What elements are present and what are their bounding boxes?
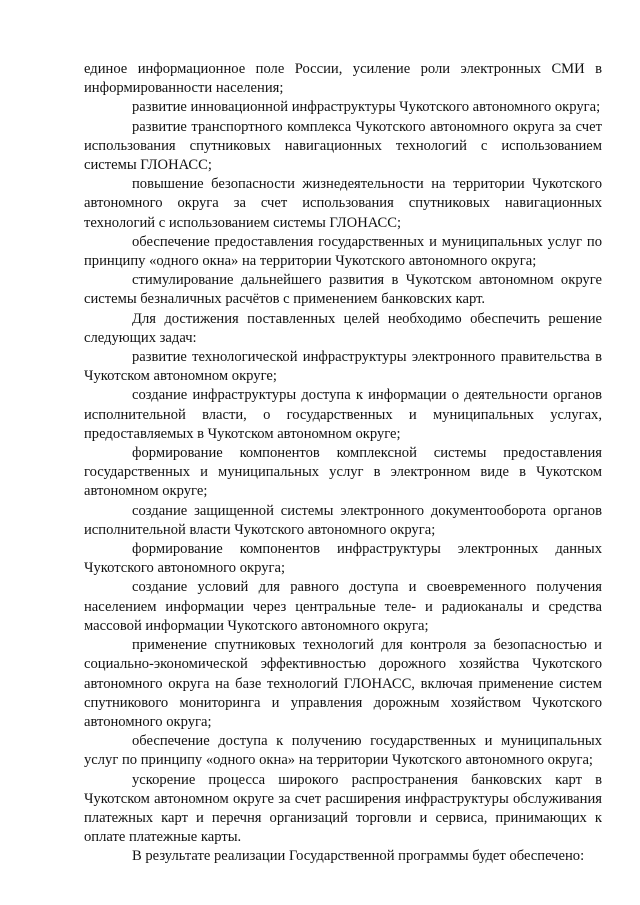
paragraph: создание защищенной системы электронного документооборота органов исполнительной власти Чукотского автономного округа; [84,502,602,538]
paragraph: развитие технологической инфраструктуры электронного правительства в Чукотском автономном округе; [84,349,602,385]
paragraph: создание инфраструктуры доступа к информации о деятельности органов исполнительной власти, о государственных и муниципальных услугах, предоставляемых в Чукотском автономном округе; [84,387,602,442]
paragraph: ускорение процесса широкого распространения банковских карт в Чукотском автономном округе за счет расширения инфраструктуры обслуживания платежных карт и перечня организаций торговли и сервиса, принимающих к оплате платежные карты. [84,771,602,846]
paragraph: формирование компонентов инфраструктуры электронных данных Чукотского автономного округа; [84,541,602,577]
paragraph: формирование компонентов комплексной системы предоставления государственных и муниципальных услуг в электронном виде в Чукотском автономном округе; [84,445,602,500]
paragraph: единое информационное поле России, усиление роли электронных СМИ в информированности населения; [84,61,602,97]
paragraph: развитие инновационной инфраструктуры Чукотского автономного округа; [132,99,601,116]
paragraph: развитие транспортного комплекса Чукотского автономного округа за счет использования спутниковых навигационных технологий с использованием системы ГЛОНАСС; [84,118,602,174]
paragraph: стимулирование дальнейшего развития в Чукотском автономном округе системы безналичных расчётов с применением банковских карт. [84,272,602,308]
paragraph: Для достижения поставленных целей необходимо обеспечить решение следующих задач: [84,310,602,346]
paragraph: создание условий для равного доступа и своевременного получения населением информации через центральные теле- и радиоканалы и средства массовой информации Чукотского автономного округа; [84,579,602,634]
paragraph: применение спутниковых технологий для контроля за безопасностью и социально-экономической эффективностью дорожного хозяйства Чукотского автономного округа на базе технологий ГЛОНАСС, включая применение систем спутникового мониторинга и управления дорожным хозяйством Чукотского автономного округа; [84,637,602,730]
paragraph: обеспечение доступа к получению государственных и муниципальных услуг по принципу «одного окна» на территории Чукотского автономного округа; [84,733,602,769]
document-body [84,60,602,867]
paragraph: повышение безопасности жизнедеятельности на территории Чукотского автономного округа за счет использования спутниковых навигационных технологий с использованием системы ГЛОНАСС; [84,176,602,231]
paragraph: В результате реализации Государственной программы будет обеспечено: [132,848,585,865]
paragraph: обеспечение предоставления государственных и муниципальных услуг по принципу «одного окна» на территории Чукотского автономного округа; [84,233,602,270]
